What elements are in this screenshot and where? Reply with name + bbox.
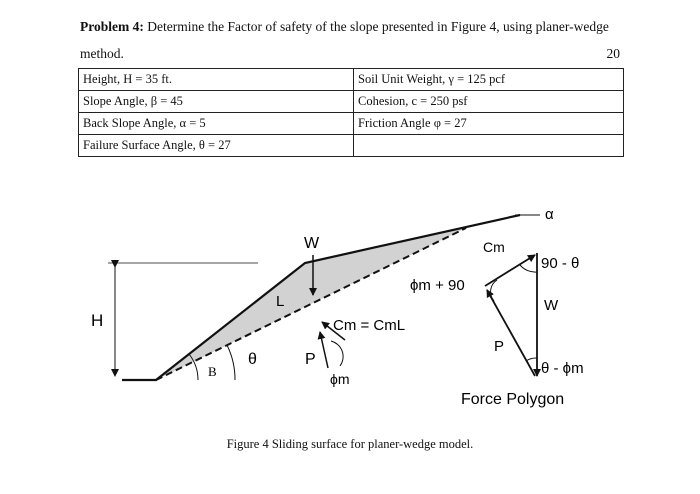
polygon-angle-arc-left — [491, 280, 497, 301]
label-weight: W — [304, 235, 320, 252]
table-cell: Soil Unit Weight, γ = 125 pcf — [354, 69, 624, 91]
table-cell: Friction Angle φ = 27 — [354, 113, 624, 135]
label-alpha: α — [545, 206, 554, 223]
table-cell: Height, H = 35 ft. — [79, 69, 354, 91]
problem-text: Determine the Factor of safety of the slope presented in Figure 4, using planer-wedge method. — [80, 19, 609, 61]
polygon-label-phi-90: ϕm + 90 — [410, 277, 465, 294]
problem-points: 20 — [606, 46, 620, 61]
label-length: L — [276, 293, 285, 310]
force-polygon-title: Force Polygon — [461, 391, 565, 408]
table-cell: Failure Surface Angle, θ = 27 — [79, 135, 354, 157]
polygon-label-p: P — [494, 338, 505, 355]
theta-arc — [227, 345, 235, 380]
label-theta: θ — [248, 351, 257, 368]
label-normal-force: P — [305, 351, 316, 368]
polygon-label-theta-phi: θ - ϕm — [541, 360, 584, 377]
normal-force-arrow — [320, 332, 328, 368]
label-phi-m: ϕm — [330, 371, 350, 387]
figure-caption — [0, 437, 700, 452]
polygon-angle-arc-top — [520, 265, 537, 272]
table-cell: Slope Angle, β = 45 — [79, 91, 354, 113]
phi-arc — [331, 341, 343, 366]
table-cell: Cohesion, c = 250 psf — [354, 91, 624, 113]
polygon-label-w: W — [544, 297, 559, 314]
table-cell: Back Slope Angle, α = 5 — [79, 113, 354, 135]
label-beta: B — [208, 364, 217, 379]
label-cohesion-eq: Cm = CmL — [333, 317, 406, 334]
polygon-angle-arc-bottom — [526, 358, 537, 361]
label-height: H — [91, 311, 104, 330]
caption-text: Figure 4 Sliding surface for planer-wedge model. — [226, 437, 474, 451]
polygon-label-90-theta: 90 - θ — [541, 255, 580, 272]
polygon-p-vector — [487, 290, 535, 376]
polygon-label-cm: Cm — [483, 239, 505, 255]
problem-label: Problem 4: — [80, 19, 144, 34]
